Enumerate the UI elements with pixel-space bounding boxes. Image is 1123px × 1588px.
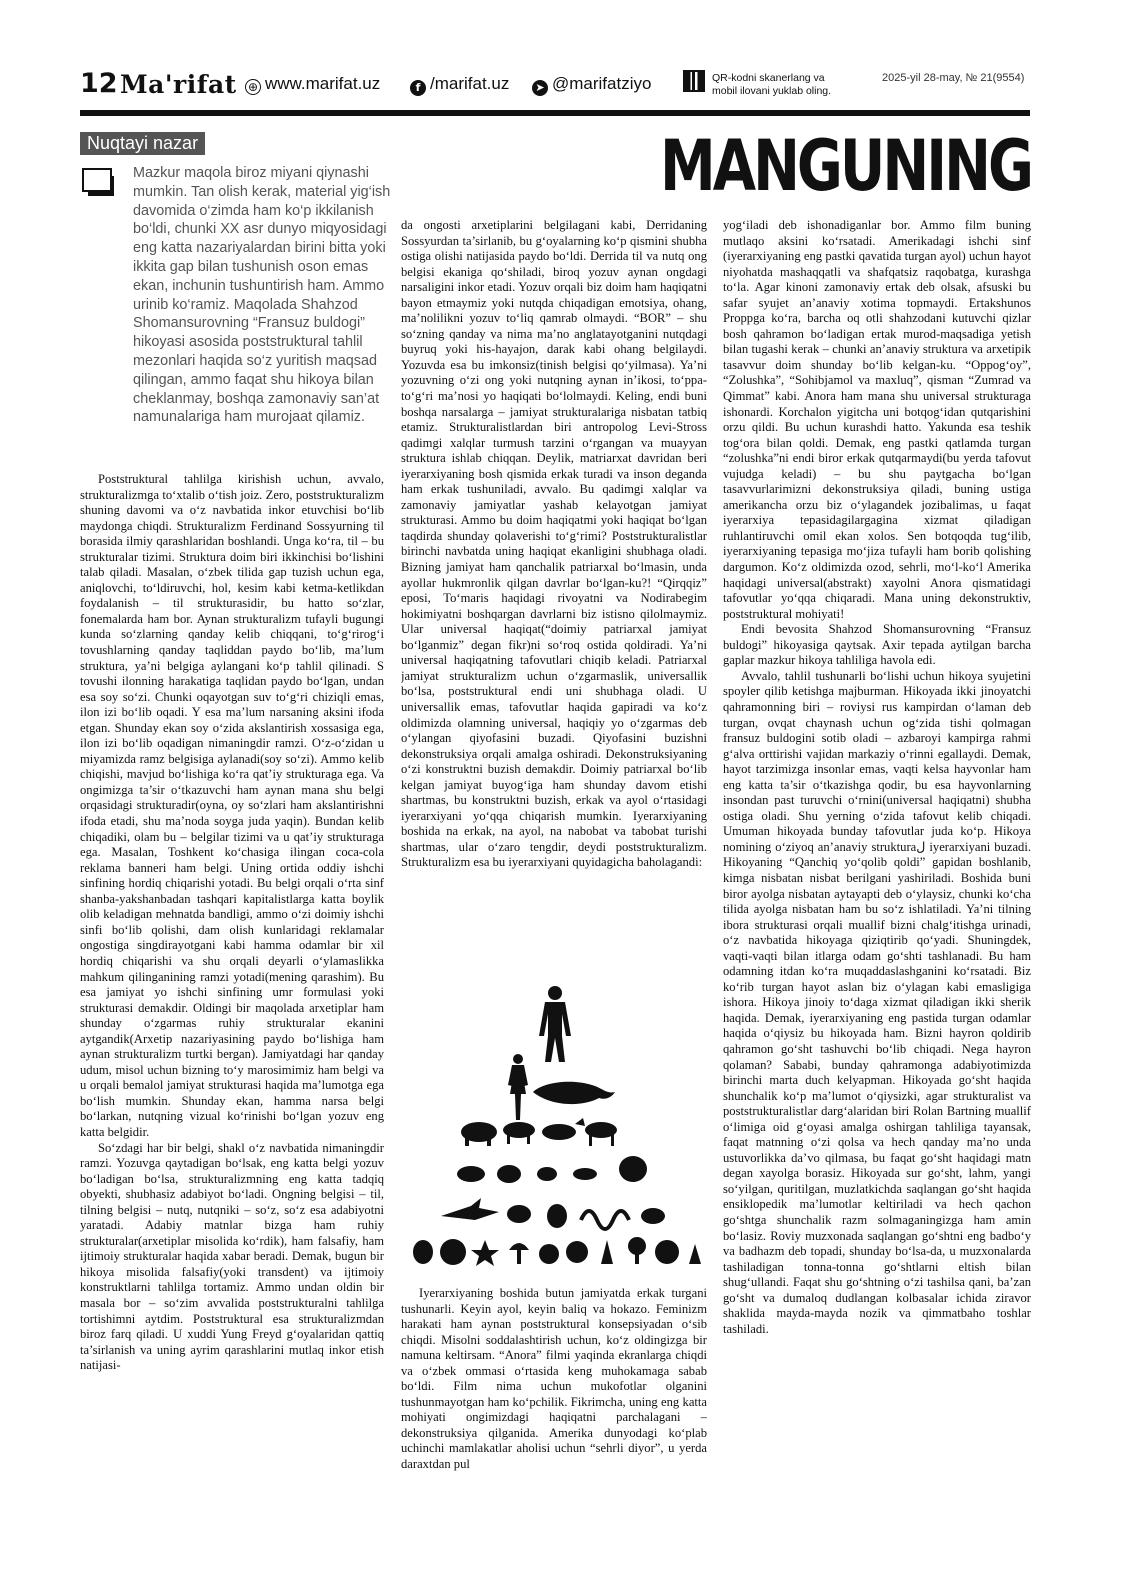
paragraph: Avvalo, tahlil tushunarli bo‘lishi uchun hikoya syujetini spoyler qilib ketishga majburman. Hikoyada ikki jinoyatchi qahramonning biri – roviysi rus kampirdan o‘laman deb turgan, ovqat chaynash uchun og‘zida tishi qolmagan fransuz buldogini sotib oladi – azbaroyi kampirga rahmi g‘alva orttirishi vajidan markaziy o‘rinni egallaydi. Demak, hayot tarzimizga insonlar emas, vaqti kelsa hayvonlar ham eng katta ta’sir o‘tkazishga qodir, bu esa hayvonlarning insondan past turuvchi o‘rnini(universal haqiqatni) shubha ostiga oladi. Shu yerning o‘zida tafovut kelib chiqadi. Umuman hikoyada bunday tafovutlar juda ko‘p. Hikoya nomining o‘ziyoq an’anaviy strukturaل iyerarxiyani buzadi. Hikoyaning “Qanchiq yo‘qolib qoldi” gapidan boshlanib, kimga nisbatan nisbat berilgani yashiriladi. Boshida buni biror ayolga nisbatan aytayapti deb o‘ylaysiz, chunki ko‘cha tilida ayolga nisbatan ham bu so‘z ishlatiladi. Ya’ni tilning ibora strukturasi orqali muallif bizni chalg‘itishga urinadi, o‘z navbatida hikoyaga qiziqtirib qo‘yadi. Shuningdek, vaqti-vaqti bilan itlarga odam go‘shti tashlanadi. Bu ham odamning itdan ko‘ra muqaddaslashganini ko‘rsatadi. Biz ko‘rib turgan hayot aslan biz o‘ylagan kabi emasligiga ishora. Hikoya jinoiy to‘daga xizmat qiladigan ikki sherik haqida. Demak, iyerarxiyaning eng pastida turgan odamlar haqida o‘qiysiz bu hikoyada ham. Bizni hayron qoldirib qahramon go‘sht tashuvchi bo‘lib chiqadi. Nega hayron qolaman? Sababi, bunday qahramonga adabiyotimizda birinchi marta duch kelyapman. Hikoyada go‘sht haqida shunchalik ko‘p ma’lumot o‘qiysizki, agar strukturalist va poststrukturalistlar darg‘alaridan biri Rolan Bartning muallif o‘limiga oid g‘oyasi amalga oshirgan tahliliga tayansak, faqat matnning o‘zi qolsa va hech qanday ma’no unda ustuvorlikka da’vo qilmasa, bu faqat go‘sht haqidagi matn degan xayolga borasiz. Hikoyada sur go‘sht, lahm, yangi so‘yilgan, quritilgan, muzlatkichda saqlangan go‘sht haqida ensiklopedik ma’lumotlar keltiriladi va hech qachon go‘shtga shunchalik razm solmaganingizga ham amin bo‘lasiz. Roviy muzxonada saqlangan go‘shtni eng badbo‘y va badhazm deb topadi, shunday bo‘lsa-da, u muzxonalarda tashiladigan tonna-tonna go‘shtlarni eltish bilan shug‘ullandi. Faqat shu go‘shtning o‘zi tashilsa qani, ba’zan go‘sht va dumaloq dudlangan kolbasalar ichida ziravor shaklida mayda-mayda nozik va qimmatbaho toshlar tashiladi.	[723, 668, 1031, 1336]
column-2-bottom	[401, 1286, 707, 1501]
paragraph: Iyerarxiyaning boshida butun jamiyatda erkak turgani tushunarli. Keyin ayol, keyin baliq va hokazo. Feminizm harakati ham aynan poststruktural konsepsiyadan o‘sib chiqdi. Misolni soddalashtirish uchun, ko‘z oldingizga bir namuna keltirsam. “Anora” filmi yaqinda ekranlarga chiqdi va o‘zbek ommasi o‘rtasida keng muhokamaga sabab bo‘ldi. Film nima uchun mukofotlar olganini tushunmayotgan ham ko‘pchilik. Fikrimcha, uning eng katta mohiyati ongimizdagi haqiqatni parchalagani – dekonstruksiya qilganida. Amerika dunyodagi ko‘plab uchinchi mamlakatlar aholisi uchun “sehrli diyor”, u yerda daraxtdan pul	[401, 1286, 707, 1472]
paragraph: So‘zdagi har bir belgi, shakl o‘z navbatida nimaningdir ramzi. Yozuvga qaytadigan bo‘lsak, eng katta belgi yozuv bo‘ladigan bo‘lsa, strukturalizmning eng katta tadqiq obyekti, shubhasiz adabiyot bo‘ladi. Ongning belgisi – til, tilning belgisi – nutq, nutqniki – so‘z, so‘z esa adabiyotni yaratadi. Adabiy matnlar bizga ham ruhiy strukturalar(arxetiplar misolida ko‘rdik), ham falsafiy, ham ijtimoiy strukturalar haqida xabar beradi. Demak, bugun bir hikoya misolida falsafiy(yoki transdent) va ijtimoiy konstruktlarni tahlilga tortamiz. Ammo undan oldin bir masala bor – so‘zim avvalida poststrukturalni tahlilga tortishimni aytdim. Poststruktural esa strukturalizmdan biroz farq qiladi. U xuddi Yung Freyd g‘oyalaridan qattiq ta’sirlanish va uning ayrim qarashlarini mutlaq inkor etish natijasi-	[80, 1140, 384, 1373]
qr-code-icon[interactable]	[683, 70, 705, 92]
paragraph: Endi bevosita Shahzod Shomansurovning “Fransuz buldogi” hikoyasiga qaytsak. Axir tepada aytilgan barcha gaplar mazkur hikoya tahliliga havola edi.	[723, 622, 1031, 668]
qr-caption: QR-kodni skanerlang va mobil ilovani yuklab oling.	[712, 72, 832, 97]
header-rule	[80, 110, 1030, 116]
newspaper-logo: Ma'rifat	[120, 70, 237, 99]
facebook-link[interactable]: f /marifat.uz	[410, 74, 509, 96]
column-2-top	[401, 218, 707, 978]
paragraph: da ongosti arxetiplarini belgilagani kabi, Derridaning Sossyurdan ta’sirlanib, bu g‘oyalarning ko‘p qismini shubha ostiga olishi natijasida paydo bo‘ldi. Derrida til va nutq ong belgisi ekaniga qo‘shiladi, biroq yozuv aynan ongdagi narsaligini inkor etadi. Yozuv orqali biz doim ham haqiqatni bayon etmaymiz yoki nutqda chiqadigan emotsiya, ohang, ma’nolilikni yozuv to‘liq qamrab olmaydi. “BOR” – shu so‘zning qanday va nima ma’no anglatayotganini nutqdagi buyruq yoki his-hayajon, darak kabi ohang belgilaydi. Yozuvda esa bu imkonsiz(tinish belgisi qo‘yilmasa). Ya’ni yozuvning o‘zi ong yoki nutqning aynan in’ikosi, to‘ppa-to‘g‘ri ma’nosi yo haqiqati bo‘lolmaydi. Keling, endi buni boshqa narsalarga – jamiyat strukturalariga nisbatan tatbiq etamiz. Strukturalistlardan biri antropolog Levi-Stross qadimgi xalqlar turmush tarzini o‘rgangan va muayyan struktura ishlab chiqqan. Deylik, matriarxat davridan beri iyerarxiyaning bosh qismida erkak turadi va inson deganda ham erkak tushuniladi, avvalo. Bu qadimgi xalqlar va zamonaviy jamiyatlar yashab kelayotgan jamiyat strukturasi. Ammo bu doim haqiqatmi yoki haqiqat bo‘lgan taqdirda shunday qolaverishi to‘g‘rimi? Poststrukturalistlar birinchi navbatda uning haqiqat ekanligini shubhaga oladi. Bizning jamiyat ham qanchalik patriarxal bo‘lmasin, unda ayollar hukmronlik qilgan davrlar bo‘lgan-ku?! “Qirqqiz” eposi, To‘maris haqidagi rivoyatni va Nodirabegim hokimiyatni boshqargan davrlarni biz istisno qilolmaymiz. Ular universal haqiqat(“doimiy patriarxal jamiyat bo‘lganmiz” degan fikr)ni so‘roq ostida qoldiradi. Ya’ni universal haqiqatning tafovutlari chiqib keladi. Patriarxal jamiyat strukturalizm uchun o‘zgarmaslik, universallik bo‘lsa, poststruktural endi uni shubhaga oladi. U universallik emas, tafovutlar haqida gapiradi va ko‘z oldimizda olamning universal, haqiqiy yo o‘zgarmas deb o‘ylangan qiyofasini buzadi. Qiyofasini buzishni dekonstruksiya orqali amalga oshiradi. Dekonstruksiyaning o‘zi konstruktni buzish demakdir. Doimiy patriarxal bo‘lib kelgan jamiyat buyog‘iga ham shunday davom etishi shartmas, bu konstruktni buzish, erkak va ayol o‘rtasidagi iyerarxiyani yo‘qqa chiqarish mumkin. Iyerarxiyaning boshida na erkak, na ayol, na nabobat va tabobat turishi shartmas, ular o‘zaro tengdir, deydi poststrukturalizm. Strukturalizm esa bu iyerarxiyani quyidagicha baholagandi:	[401, 218, 707, 870]
page-number: 12	[80, 68, 118, 99]
facebook-icon: f	[410, 80, 426, 96]
page-header	[80, 70, 1030, 104]
article-lead: Mazkur maqola biroz miyani qiynashi mumkin. Tan olish kerak, material yig‘ish davomida o‘zimda ham ko‘p ikkilanish bo‘ldi, chunki XX asr dunyo miqyosidagi eng katta nazariyalardan birini bitta yoki ikkita gap bilan tushunish oson emas ekan, inchunin tushuntirish ham. Ammo urinib ko‘ramiz. Maqolada Shahzod Shomansurovning “Fransuz buldogi” hikoyasi asosida poststruktural tahlil mezonlari haqida so‘z yuritish maqsad qilingan, ammo faqat shu hikoya bilan cheklanmay, boshqa zamonaviy san’at namunalariga ham murojaat qilamiz.	[133, 165, 391, 426]
telegram-icon: ➤	[532, 80, 548, 96]
lead-box-icon	[82, 168, 116, 196]
website-link[interactable]: ⊕ www.marifat.uz	[245, 74, 380, 95]
issue-date: 2025-yil 28-may, № 21(9554)	[882, 72, 1025, 84]
rubric-label: Nuqtayi nazar	[80, 132, 205, 155]
paragraph: Poststruktural tahlilga kirishish uchun, avvalo, strukturalizmga to‘xtalib o‘tish joiz. Zero, poststrukturalizm shuning davomi va o‘z navbatida inkor etuvchisi bo‘lib maydonga chiqdi. Strukturalizm Ferdinand Sossyurning til borasida ilmiy qarashlaridan boshlandi. Unga ko‘ra, til – bu strukturalar tizimi. Struktura doim biri ikkinchisi bo‘lishini talab qiladi. Masalan, o‘zbek tilida gap tuzish uchun ega, aniqlovchi, to‘ldiruvchi, hol, kesim kabi ketma-ketlikdan foydalanish – til strukturasidir, bu hatto so‘zlar, fonemalarda ham bor. Aynan strukturalizm tufayli bugungi kunda so‘zlarning qanday kelib chiqqani, to‘g‘rirog‘i tovushlarning qanday taqliddan paydo bo‘lib, ma’lum struktura, ya’ni belgiga aylangani ko‘p tahlil qilinadi. S tovushi ilonning harakatiga taqlidan paydo bo‘lgan, undan esa soy so‘zi. Chunki oqayotgan suv to‘g‘ri chiziqli emas, ilon izi bo‘lib oqadi. Y esa ma’lum narsaning aksini ifoda etgan. Shunday ekan soy o‘zida akslantirish xossasiga ega, ilon izi bo‘lib oqadigan nimaningdir ramzi. O‘z-o‘zidan u miyamizda ramz belgisiga aylanadi(soy so‘zi). Ammo kelib chiqishi, mavjud bo‘lishiga ko‘ra qat’iy strukturaga ega. Va ongimizga ta’sir o‘tkazuvchi ham aynan mana shu belgi orqasidagi strukturadir(oyna, oy so‘zlari ham akslantirishni ifoda etadi, shu ma’noda soyga juda yaqin). Bundan kelib chiqadiki, olam bu – belgilar tizimi va u qat’iy strukturaga ega. Masalan, Toshkent ko‘chasiga ilingan coca-cola reklama banneri ham belgi. Uning ortida oddiy ishchi sinfining hordiq chiqarishi yotadi. Bu belgi orqali o‘rta sinf shanba-yakshanbadan tashqari kapitalistlarga katta boylik olib keladigan mehnatda bandligi, ammo o‘zi doimiy ishchi sinfi bo‘lib qolishi, dam olish kunlaridagi reklamalar ongostiga singdirayotgani kabi hamma odamlar bir xil hordiq chiqarishi va shu orqali deyarli o‘ylamaslikka mahkum qilinganining ramzi yotadi(mening qarashim). Bu esa jamiyat yo ishchi sinfining umr formulasi yoki strukturasi demakdir. Oldingi bir maqolada arxetiplar ham shunday o‘zgarmas ruhiy strukturalar ekanini aytgandik(Arxetip nazariyasining paydo bo‘lishiga ham aynan strukturalizm turtki bergan). Jamiyatdagi har qanday udum, misol uchun bizning to‘y marosimimiz ham belgi va u orqali bemalol jamiyat strukturasi haqida ma’lumotga ega bo‘lish mumkin. Shunday ekan, hamma narsa belgi bo‘larkan, nutqning vizual ko‘rinishi bo‘lgan yozuv eng katta belgidir.	[80, 472, 384, 1139]
paragraph: yog‘iladi deb ishonadiganlar bor. Ammo film buning mutlaqo aksini ko‘rsatadi. Amerikadagi ishchi sinf (iyerarxiyaning eng pastki qavatida turgan ayol) uchun hayot niyohatda mashaqqatli va shafqatsiz raqobatga, kurashga to‘la. Agar kinoni zamonaviy ertak deb olsak, afsuski bu safar syujet an’anaviy xotima topmaydi. Ertakshunos Proppga ko‘ra, barcha oq otli shahzodani kutuvchi qizlar bosh qahramon bo‘ladigan ertak murod-maqsadiga yetish bilan tugashi kerak – chunki an’anaviy struktura va arxetipik tasavvur doim shunday bo‘lib kelgan-ku. “Oppog‘oy”, “Zolushka”, “Sohibjamol va maxluq”, qisman “Zumrad va Qimmat” kabi. Anora ham mana shu universal strukturaga ishonardi. Korchalon yigitcha uni botqog‘idan qutqarishini orzu qildi. Bu uchun kurashdi hatto. Yakunda esa teshik tog‘ora bilan qoldi. Demak, eng pastki qatlamda turgan “zolushka”ni endi biror erkak qutqarmaydi(bu yerda tafovut vujudga keladi) – bu shu paytgacha bo‘lgan tasavvurlarimizni dekonstruksiya qiladi, buning ustiga amerikancha orzu biz o‘ylagandek jozibalimas, u faqat iyerarxiya tepasidagilargagina xizmat qiladigan ruhlantiruvchi omil ekan xolos. Sen botqoqda tug‘ilib, iyerarxiyaning tepasiga mo‘jiza tufayli ham borib qolishing dargumon. Ko‘z oldimizda ozod, sehrli, mo‘l-ko‘l Amerika haqidagi universal(abstrakt) xayolni Anora qismatidagi tafovutlar yo‘qqa chiqaradi. Mana uning dekonstruktiv, poststruktural mohiyati!	[723, 218, 1031, 621]
species-hierarchy-pyramid-icon	[401, 984, 707, 1266]
globe-icon: ⊕	[245, 79, 261, 95]
column-1	[80, 472, 384, 1490]
article-headline: MANGUNING	[660, 126, 1031, 208]
column-3	[723, 218, 1031, 1508]
telegram-link[interactable]: ➤ @marifatziyo	[532, 74, 651, 96]
